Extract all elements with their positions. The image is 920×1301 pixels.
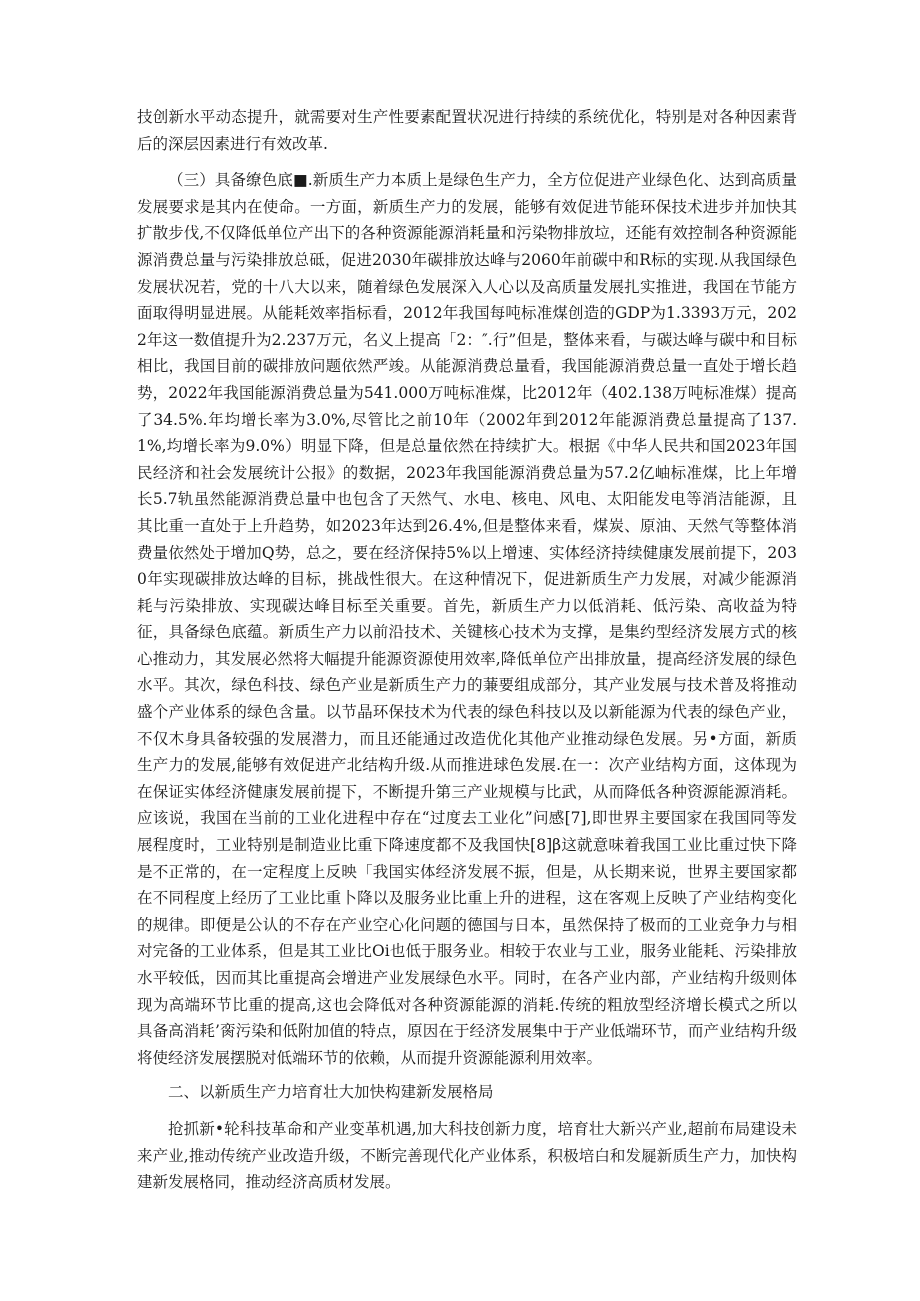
- paragraph-continuation: 技创新水平动态提升，就需要对生产性要素配置状况进行持续的系统优化，特别是对各种因素背后的深层因素进行有效改革.: [137, 108, 797, 153]
- paragraph-new-development-pattern: 抢抓新•轮科技革命和产业变革机遇,加大科技创新力度，培育壮大新兴产业,超前布局建设未来产业,推动传统产业改造升级，不断完善现代化产业体系，积极培白和发屣新质生产力，加快构建新发展格同，推动经济高质材发展。: [137, 1119, 797, 1192]
- document-body: [137, 104, 797, 1196]
- paragraph-green-productivity: （三）具备缭色底■.新质生产力本质上是绿色生产力，全方位促进产业绿色化、达到高质量发展要求是其内在使命。一方面，新质生产力的发展，能够有效促进节能环保技术进步并加快其扩散步伐,不仅降低单位产出下的各种资源能源消耗量和污染物排放垃，还能有效控制各种资源能源消费总量与污染排放总砥，促进2030年碳排放达峰与2060年前碳中和R标的实现.从我国绿色发展状况若，党的十八大以来，随着绿色发展深入人心以及高质量发展扎实推进，我国在节能方面取得明显进展。从能耗效率指标看，2012年我国每吨标准煤创造的GDP为1.3393万元，2022年这一数值提升为2.237万元，名义上提高「2：″.行”但是，整体来看，与碳达峰与碳中和目标相比，我国目前的碳排放问题依然严竣。从能源消费总量看，我国能源消费总量一直处于增长趋势，2022年我国能源消费总量为541.000万吨标准煤，比2012年（402.138万吨标准煤）提高了34.5%.年均增长率为3.0%,尽管比之前10年（2002年到2012年能源消费总量提高了137.1%,均增长率为9.0%）明显下降，但是总量依然在持续扩大。根据《中华人民共和国2023年国民经济和社会发展统计公报》的数据，2023年我国能源消费总量为57.2亿岫标准煤，比上年增长5.7轨虽然能源消费总量中也包含了天然气、水电、核电、风电、太阳能发电等消洁能源，且其比重一直处于上升趋势，如2023年达到26.4%,但是整体来看，煤炭、原油、天然气等整体消费量依然处于增加Q势，总之，要在经济保持5%以上增速、实体经济持续健康发展前提下，2030年实现碳排放达峰的目标，挑战性很大。在这种情况下，促进新质生产力发展，对减少能源消耗与污染排放、实现碳达峰目标至关重要。首先，新质生产力以低消耗、低污染、高收益为特征，具备绿色底蕴。新质生产力以前沿技术、关键核心技术为支撑，是集约型经济发展方式的核心推动力，其发展必然将大幅提升能源资源使用效率,降低单位产出排放量，提高经济发展的绿色水平。其次，绿色科技、绿色产业是新质生产力的蒹要组成部分，其产业发展与技术普及将推动盛个产业体系的绿色含量。以节晶环保技术为代表的绿色科技以及以新能源为代表的绿色产业，不仅木身具备较强的发展潜力，而且还能通过改造优化其他产业推动绿色发展。另•方面，新质生产力的发展,能够有效促进产北结构升级.从而推进球色发展.在一：次产业结构方面，这体现为在保证实体经济健康发展前提下，不断提升第三产业规模与比武，从而降低各种资源能源消耗。应该说，我国在当前的工业化进程中存在“过度去工业化”问感[7],即世界主要国家在我国同等发展程度时，工业特别是制造业比重下降速度都不及我国快[8]β这就意味着我国工业比重过快下降是不正常的，在一定程度上反映「我国实体经济发展不振，但是，从长期来说，世界主要国家都在不同程度上经历了工业比重卜降以及服务业比重上升的进程，这在客观上反映了产业结构变化的规律。即便是公认的不存在产业空心化问题的德国与日本，虽然保持了极而的工业竞争力与相对完备的工业体系，但是其工业比Oi也低于服务业。相较于农业与工业，服务业能耗、污染排放水平较低，因而其比重提高会增进产业发展绿色水平。同时，在各产业内部，产业结构升级则体现为高端环节比重的提高,这也会降低对各种资源能源的消耗.传统的粗放型经济增长模式之所以具备高消耗’脔污染和低附加值的特点，原因在于经济发展集中于产业低端环节，而产业结构升级将使经济发展摆脱对低端环节的依赖，从而提升资源能源利用效率。: [137, 171, 797, 1067]
- section-heading: 二、以新质生产力培育壮大加快构建新发展格局: [168, 1083, 494, 1102]
